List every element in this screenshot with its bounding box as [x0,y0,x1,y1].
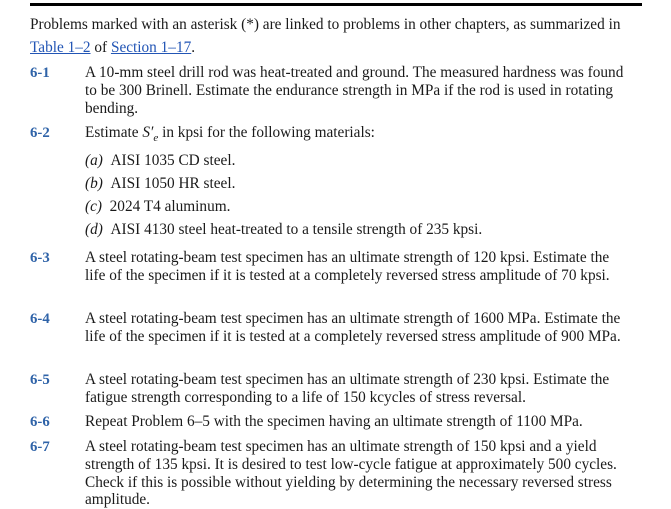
problem-number: 6-6 [30,414,50,430]
problem-part-d: (d) AISI 4130 steel heat-treated to a tensile strength of 235 kpsi. [85,221,483,238]
problem-part-c: (c) 2024 T4 aluminum. [85,198,231,215]
intro-paragraph [30,13,645,59]
problem-number: 6-2 [30,125,50,141]
problem-part-a: (a) AISI 1035 CD steel. [85,152,236,169]
endurance-symbol: S′ [142,124,154,141]
problem-text: A 10-mm steel drill rod was heat-treated and ground. The measured hardness was found to be 300 Brinell. Estimate the endurance strength in MPa if the rod is used in rotating bending. [85,64,624,117]
problem-number: 6-7 [30,439,50,455]
endurance-subscript: e [153,132,159,145]
problem-text: A steel rotating-beam test specimen has an ultimate strength of 120 kpsi. Estimate the life of the specimen if it is tested at a completely reversed stress amplitude of 70 kpsi. [85,249,610,284]
problem-number: 6-5 [30,372,50,388]
intro-text-middle: of [90,39,111,56]
problem-text: A steel rotating-beam test specimen has an ultimate strength of 1600 MPa. Estimate the life of the specimen if it is tested at a completely reversed stress amplitude of 900 MPa. [85,310,621,345]
table-link[interactable]: Table 1–2 [30,39,91,56]
problem-number: 6-4 [30,311,50,327]
problem-text: Repeat Problem 6–5 with the specimen having an ultimate strength of 1100 MPa. [85,413,583,430]
problem-text: A steel rotating-beam test specimen has an ultimate strength of 230 kpsi. Estimate the fatigue strength corresponding to a life of 150 kcycles of stress reversal. [85,371,610,406]
problem-number: 6-1 [30,65,50,81]
intro-text: Problems marked with an asterisk (*) are linked to problems in other chapters, as summarized in [30,16,621,33]
intro-text-end: . [191,39,196,56]
section-link[interactable]: Section 1–17 [110,39,192,56]
problem-part-b: (b) AISI 1050 HR steel. [85,175,236,192]
problem-number: 6-3 [30,250,50,266]
top-rule [30,3,642,6]
problem-text: A steel rotating-beam test specimen has an ultimate strength of 150 kpsi and a yield strength of 135 kpsi. It is desired to test low-cycle fatigue at approximately 500 cycles. Check if this is possible without yielding by determining the necessary reversed stress amplitude. [85,438,617,509]
problem-text: Estimate $S'_e$ in kpsi for the following materials: [85,124,375,145]
